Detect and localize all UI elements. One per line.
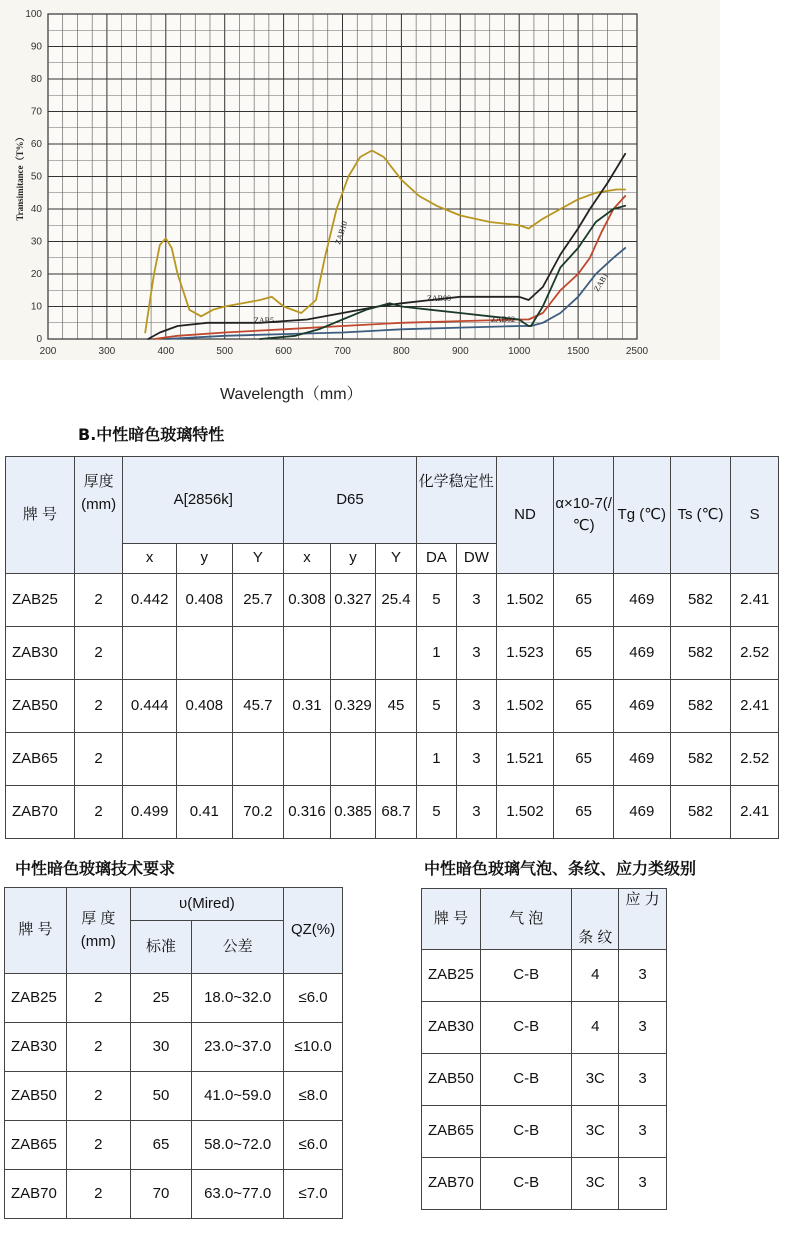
tech-requirements-table — [4, 887, 343, 1219]
header-da: DA — [416, 544, 456, 574]
properties-row-cell: 582 — [670, 733, 731, 786]
properties-row-cell: 2 — [74, 733, 123, 786]
header-alpha: α×10-7(/℃) — [554, 457, 614, 574]
tech-row-cell: 70 — [130, 1170, 192, 1219]
x-tick-label: 500 — [216, 346, 234, 357]
properties-row-cell: 3 — [457, 786, 496, 839]
y-tick-label: 90 — [30, 41, 42, 53]
properties-row-cell — [123, 627, 177, 680]
grade-row-cell: ZAB30 — [422, 1002, 481, 1054]
y-tick-label: 0 — [36, 334, 42, 345]
properties-row-cell: 2.41 — [731, 680, 779, 733]
grade-header-stress: 应 力 — [619, 889, 667, 950]
grade-row-cell: C-B — [480, 1158, 571, 1210]
header-dw: DW — [457, 544, 496, 574]
grade-row-cell: C-B — [480, 1054, 571, 1106]
properties-row-cell: 3 — [457, 733, 496, 786]
properties-row-cell: 45 — [376, 680, 416, 733]
transmittance-chart — [0, 0, 720, 360]
annotation-zab1: ZAB1 — [592, 271, 611, 294]
x-tick-label: 400 — [157, 346, 175, 357]
tech-row-cell: ZAB25 — [5, 974, 67, 1023]
properties-row-cell: 1.502 — [496, 680, 554, 733]
properties-row-cell: 582 — [670, 786, 731, 839]
tech-row-cell: 23.0~37.0 — [192, 1023, 284, 1072]
properties-row-cell: 65 — [554, 574, 614, 627]
grade-header-bubble: 气 泡 — [480, 889, 571, 950]
tech-table-title: 中性暗色玻璃技术要求 — [15, 859, 176, 878]
header-d65-Y: Y — [376, 544, 416, 574]
properties-row-cell — [232, 733, 284, 786]
grade-row-cell: 3 — [619, 950, 667, 1002]
properties-row-cell: 0.31 — [284, 680, 331, 733]
properties-row-cell — [376, 733, 416, 786]
grade-row-cell: C-B — [480, 1002, 571, 1054]
tech-header-mired: υ(Mired) — [130, 888, 283, 921]
properties-row-cell — [176, 733, 232, 786]
properties-row-cell — [330, 733, 376, 786]
tech-row-cell: ≤6.0 — [284, 1121, 343, 1170]
tech-row-cell: 25 — [130, 974, 192, 1023]
tech-row-cell: ≤8.0 — [284, 1072, 343, 1121]
properties-row-cell: 469 — [613, 574, 670, 627]
properties-row-cell: 2.52 — [731, 733, 779, 786]
x-tick-label: 300 — [98, 346, 116, 357]
tech-header-tolerance: 公差 — [192, 921, 284, 974]
properties-row-cell: ZAB65 — [6, 733, 75, 786]
grade-row — [422, 1054, 667, 1106]
properties-row-cell: 68.7 — [376, 786, 416, 839]
properties-row — [6, 627, 779, 680]
header-d65-y: y — [330, 544, 376, 574]
properties-row-cell: ZAB70 — [6, 786, 75, 839]
properties-row-cell: 0.442 — [123, 574, 177, 627]
header-a-Y: Y — [232, 544, 284, 574]
properties-row-cell: 65 — [554, 680, 614, 733]
tech-row — [5, 1072, 343, 1121]
properties-row-cell: ZAB30 — [6, 627, 75, 680]
annotation-zab00: ZAB00 — [427, 294, 451, 303]
tech-row-cell: ≤6.0 — [284, 974, 343, 1023]
properties-row-cell: 2 — [74, 574, 123, 627]
properties-row-cell: 45.7 — [232, 680, 284, 733]
tech-row-cell: ZAB65 — [5, 1121, 67, 1170]
properties-row-cell: 1 — [416, 627, 456, 680]
grade-row-cell: 3 — [619, 1158, 667, 1210]
properties-row-cell: 3 — [457, 680, 496, 733]
x-tick-label: 900 — [451, 346, 469, 357]
grade-row-cell: 4 — [572, 950, 619, 1002]
bubble-stripe-stress-table — [421, 888, 667, 1210]
grade-row-cell: 3C — [572, 1106, 619, 1158]
x-tick-label: 700 — [334, 346, 351, 357]
properties-row-cell: 469 — [613, 627, 670, 680]
tech-row-cell: ZAB70 — [5, 1170, 67, 1219]
tech-row-cell: 65 — [130, 1121, 192, 1170]
grade-row-cell: 4 — [572, 1002, 619, 1054]
properties-row-cell: 2 — [74, 627, 123, 680]
header-chem-stability: 化学稳定性 — [416, 457, 496, 544]
tech-header-standard: 标准 — [130, 921, 192, 974]
properties-row — [6, 574, 779, 627]
tech-row-cell: 18.0~32.0 — [192, 974, 284, 1023]
tech-row-cell: 50 — [130, 1072, 192, 1121]
grade-row-cell: 3C — [572, 1158, 619, 1210]
tech-row-cell: 2 — [66, 1072, 130, 1121]
header-thickness: 厚度(mm) — [74, 457, 123, 574]
tech-header-thickness: 厚 度(mm) — [66, 888, 130, 974]
properties-row-cell: 65 — [554, 733, 614, 786]
y-axis-title: Transimitance（T%） — [15, 132, 25, 221]
y-tick-label: 20 — [30, 269, 42, 280]
y-tick-label: 60 — [30, 139, 42, 150]
properties-row-cell: 5 — [416, 680, 456, 733]
properties-row-cell — [284, 627, 331, 680]
properties-row-cell: 582 — [670, 627, 731, 680]
properties-row-cell — [284, 733, 331, 786]
properties-row-cell: 3 — [457, 627, 496, 680]
properties-row — [6, 680, 779, 733]
properties-row-cell: 2.41 — [731, 786, 779, 839]
header-brand: 牌 号 — [6, 457, 75, 574]
properties-row-cell: 0.408 — [176, 574, 232, 627]
x-tick-label: 1500 — [566, 346, 590, 357]
y-tick-label: 10 — [30, 301, 42, 313]
properties-row-cell: 3 — [457, 574, 496, 627]
x-tick-label: 200 — [39, 346, 57, 357]
properties-row-cell: 25.7 — [232, 574, 284, 627]
glass-properties-table — [5, 456, 779, 839]
tech-row-cell: 58.0~72.0 — [192, 1121, 284, 1170]
properties-row-cell: 0.308 — [284, 574, 331, 627]
tech-row-cell: 2 — [66, 974, 130, 1023]
properties-row-cell — [330, 627, 376, 680]
tech-row-cell: 2 — [66, 1023, 130, 1072]
y-tick-label: 50 — [30, 171, 42, 183]
grade-row — [422, 1158, 667, 1210]
grade-row-cell: 3 — [619, 1106, 667, 1158]
tech-row — [5, 1121, 343, 1170]
header-d65-x: x — [284, 544, 331, 574]
grade-row-cell: 3 — [619, 1054, 667, 1106]
grade-row-cell: ZAB65 — [422, 1106, 481, 1158]
grade-row — [422, 950, 667, 1002]
tech-row — [5, 974, 343, 1023]
header-a-y: y — [176, 544, 232, 574]
properties-row-cell: 469 — [613, 786, 670, 839]
properties-row-cell: 0.329 — [330, 680, 376, 733]
properties-row-cell: 582 — [670, 680, 731, 733]
grade-row-cell: ZAB50 — [422, 1054, 481, 1106]
properties-row-cell: 1 — [416, 733, 456, 786]
x-tick-label: 2500 — [625, 346, 649, 357]
grade-row-cell: ZAB70 — [422, 1158, 481, 1210]
header-a2856k: A[2856k] — [123, 457, 284, 544]
properties-row-cell: 65 — [554, 627, 614, 680]
section-b-title: B.中性暗色玻璃特性 — [78, 425, 225, 444]
x-tick-label: 1000 — [508, 346, 531, 357]
tech-header-qz: QZ(%) — [284, 888, 343, 974]
grade-row-cell: 3 — [619, 1002, 667, 1054]
grade-row-cell: 3C — [572, 1054, 619, 1106]
properties-row-cell: 2 — [74, 680, 123, 733]
properties-row-cell: 0.316 — [284, 786, 331, 839]
properties-row — [6, 733, 779, 786]
tech-header-brand: 牌 号 — [5, 888, 67, 974]
tech-row — [5, 1023, 343, 1072]
properties-row-cell: 5 — [416, 786, 456, 839]
grade-header-brand: 牌 号 — [422, 889, 481, 950]
properties-row-cell: ZAB25 — [6, 574, 75, 627]
grade-row — [422, 1002, 667, 1054]
properties-row-cell — [232, 627, 284, 680]
y-tick-label: 70 — [30, 106, 42, 118]
properties-row-cell: 469 — [613, 680, 670, 733]
properties-row-cell: 1.523 — [496, 627, 554, 680]
properties-row-cell: 1.502 — [496, 786, 554, 839]
x-axis-title: Wavelength（mm） — [220, 386, 363, 403]
tech-row-cell: ≤10.0 — [284, 1023, 343, 1072]
properties-row-cell — [123, 733, 177, 786]
properties-row-cell: 65 — [554, 786, 614, 839]
annotation-zab10: ZAB10 — [333, 220, 350, 246]
properties-row-cell: 1.521 — [496, 733, 554, 786]
y-tick-label: 100 — [25, 9, 42, 20]
header-tg: Tg (℃) — [613, 457, 670, 574]
tech-row-cell: 41.0~59.0 — [192, 1072, 284, 1121]
x-tick-label: 600 — [275, 346, 292, 357]
properties-row-cell: 2 — [74, 786, 123, 839]
tech-row-cell: ≤7.0 — [284, 1170, 343, 1219]
tech-row-cell: 2 — [66, 1121, 130, 1170]
properties-row — [6, 786, 779, 839]
grade-header-stripe: 条 纹 — [572, 889, 619, 950]
properties-row-cell: 0.385 — [330, 786, 376, 839]
properties-row-cell: 0.444 — [123, 680, 177, 733]
annotation-zab5: ZAB5 — [254, 316, 274, 325]
tech-row-cell: 30 — [130, 1023, 192, 1072]
properties-row-cell — [176, 627, 232, 680]
header-a-x: x — [123, 544, 177, 574]
y-tick-label: 30 — [30, 236, 42, 248]
grade-row-cell: ZAB25 — [422, 950, 481, 1002]
properties-row-cell: 5 — [416, 574, 456, 627]
header-nd: ND — [496, 457, 554, 574]
properties-row-cell: 2.41 — [731, 574, 779, 627]
properties-row-cell: 25.4 — [376, 574, 416, 627]
annotation-zab02: ZAB02 — [491, 315, 515, 324]
y-tick-label: 40 — [30, 204, 42, 215]
properties-row-cell: 0.499 — [123, 786, 177, 839]
properties-row-cell — [376, 627, 416, 680]
grade-row-cell: C-B — [480, 950, 571, 1002]
grade-table-title: 中性暗色玻璃气泡、条纹、应力类级别 — [424, 859, 697, 878]
properties-row-cell: 582 — [670, 574, 731, 627]
properties-row-cell: 70.2 — [232, 786, 284, 839]
header-d65: D65 — [284, 457, 417, 544]
tech-row-cell: 63.0~77.0 — [192, 1170, 284, 1219]
properties-row-cell: 2.52 — [731, 627, 779, 680]
tech-row-cell: 2 — [66, 1170, 130, 1219]
x-tick-label: 800 — [393, 346, 410, 357]
properties-row-cell: ZAB50 — [6, 680, 75, 733]
y-tick-label: 80 — [30, 74, 42, 85]
properties-row-cell: 1.502 — [496, 574, 554, 627]
properties-row-cell: 0.408 — [176, 680, 232, 733]
header-s: S — [731, 457, 779, 574]
properties-row-cell: 0.327 — [330, 574, 376, 627]
properties-row-cell: 0.41 — [176, 786, 232, 839]
tech-row-cell: ZAB50 — [5, 1072, 67, 1121]
tech-row — [5, 1170, 343, 1219]
tech-row-cell: ZAB30 — [5, 1023, 67, 1072]
header-ts: Ts (℃) — [670, 457, 731, 574]
grade-row — [422, 1106, 667, 1158]
properties-row-cell: 469 — [613, 733, 670, 786]
grade-row-cell: C-B — [480, 1106, 571, 1158]
chart-canvas — [0, 0, 720, 360]
